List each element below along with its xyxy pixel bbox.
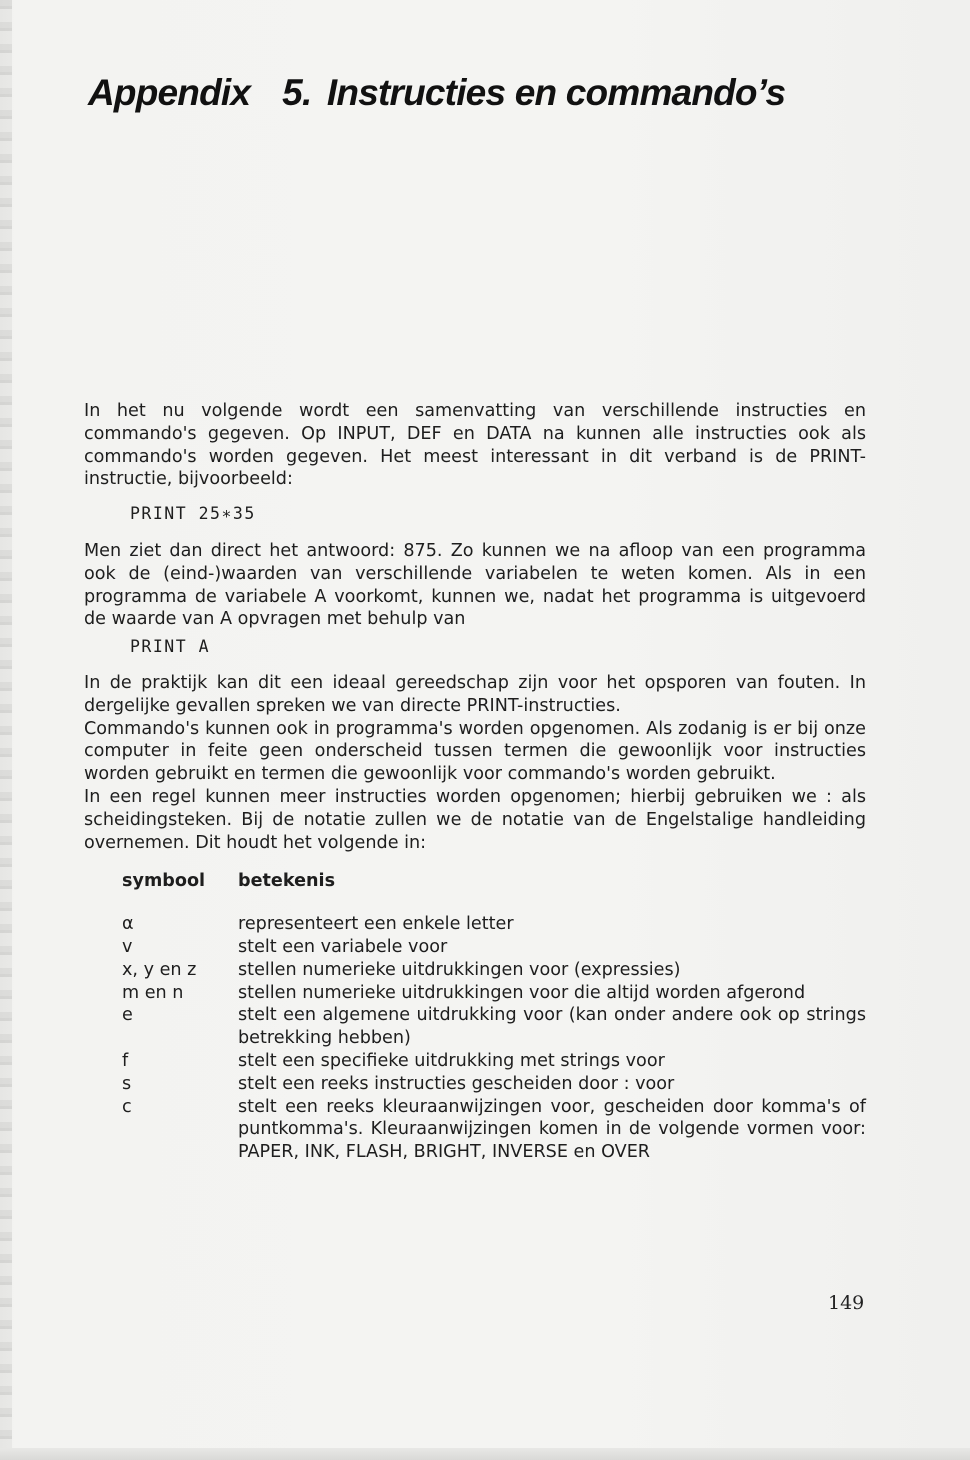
row-meaning: stelt een reeks kleuraanwijzingen voor, gescheiden door komma's of puntkomma's. Kleuraanwijzingen komen in de volgende vormen voor: PAPER, INK, FLASH, BRIGHT, INVERSE en OVER	[238, 1096, 866, 1163]
table-row	[122, 1004, 866, 1050]
table-row	[122, 1050, 866, 1073]
row-symbol: f	[122, 1050, 129, 1071]
paragraph-debugging: In de praktijk kan dit een ideaal gereedschap zijn voor het opsporen van fouten. In dergelijke gevallen spreken we van directe PRINT-instructies.	[84, 672, 866, 716]
row-symbol: x, y en z	[122, 959, 197, 980]
page-title	[88, 72, 785, 114]
table-row	[122, 982, 866, 1005]
main-text	[84, 400, 866, 1164]
row-meaning: stelt een variabele voor	[238, 936, 448, 957]
row-meaning: representeert een enkele letter	[238, 914, 514, 935]
notation-table	[122, 870, 866, 1164]
page-number: 149	[828, 1292, 865, 1314]
row-meaning: stellen numerieke uitdrukkingen voor (expressies)	[238, 959, 681, 980]
row-symbol: s	[122, 1073, 132, 1094]
header-meaning: betekenis	[238, 871, 336, 892]
row-meaning: stelt een reeks instructies gescheiden door : voor	[238, 1073, 675, 1094]
row-symbol: α	[122, 914, 134, 935]
table-row	[122, 936, 866, 959]
code-example-print-a: PRINT A	[130, 637, 211, 657]
code-example-print-product: PRINT 25∗35	[130, 504, 256, 524]
table-row	[122, 1096, 866, 1164]
row-symbol: e	[122, 1005, 133, 1026]
table-row	[122, 959, 866, 982]
row-symbol: m en n	[122, 982, 184, 1003]
table-row	[122, 1073, 866, 1096]
paragraph-intro: In het nu volgende wordt een samenvatting van verschillende instructies en commando's gegeven. Op INPUT, DEF en DATA na kunnen alle instructies ook als commando's worden gegeven. Het meest interessant in dit verband is de PRINT-instructie, bijvoorbeeld:	[84, 401, 866, 490]
row-meaning: stellen numerieke uitdrukkingen voor die altijd worden afgerond	[238, 982, 806, 1003]
paragraph-commands: Commando's kunnen ook in programma's worden opgenomen. Als zodanig is er bij onze computer in feite geen onderscheid tussen termen die gewoonlijk voor instructies worden gebruikt en termen die gewoonlijk voor commando's worden gebruikt.	[84, 718, 866, 785]
notation-table-header	[122, 870, 866, 893]
page-bottom-edge	[0, 1448, 970, 1460]
row-meaning: stelt een specifieke uitdrukking met strings voor	[238, 1050, 665, 1071]
page-binding-edge	[0, 0, 12, 1460]
paragraph-answer: Men ziet dan direct het antwoord: 875. Zo kunnen we na afloop van een programma ook de (eind-)waarden van verschillende variabelen te weten komen. Als in een programma de variabele A voorkomt, kunnen we, nadat het programma is uitgevoerd de waarde van A opvragen met behulp van	[84, 540, 866, 630]
paragraph-notation: In een regel kunnen meer instructies worden opgenomen; hierbij gebruiken we : als scheidingsteken. Bij de notatie zullen we de notatie van de Engelstalige handleiding overnemen. Dit houdt het volgende in:	[84, 786, 866, 853]
header-symbol: symbool	[122, 871, 206, 892]
table-row	[122, 913, 866, 936]
title-text: Instructies en commando’s	[326, 72, 786, 113]
row-symbol: v	[122, 936, 133, 957]
title-appendix: Appendix	[88, 72, 251, 113]
row-meaning: stelt een algemene uitdrukking voor (kan onder andere ook op strings betrekking hebben)	[238, 1005, 866, 1049]
title-number: 5.	[282, 72, 312, 113]
row-symbol: c	[122, 1096, 132, 1117]
